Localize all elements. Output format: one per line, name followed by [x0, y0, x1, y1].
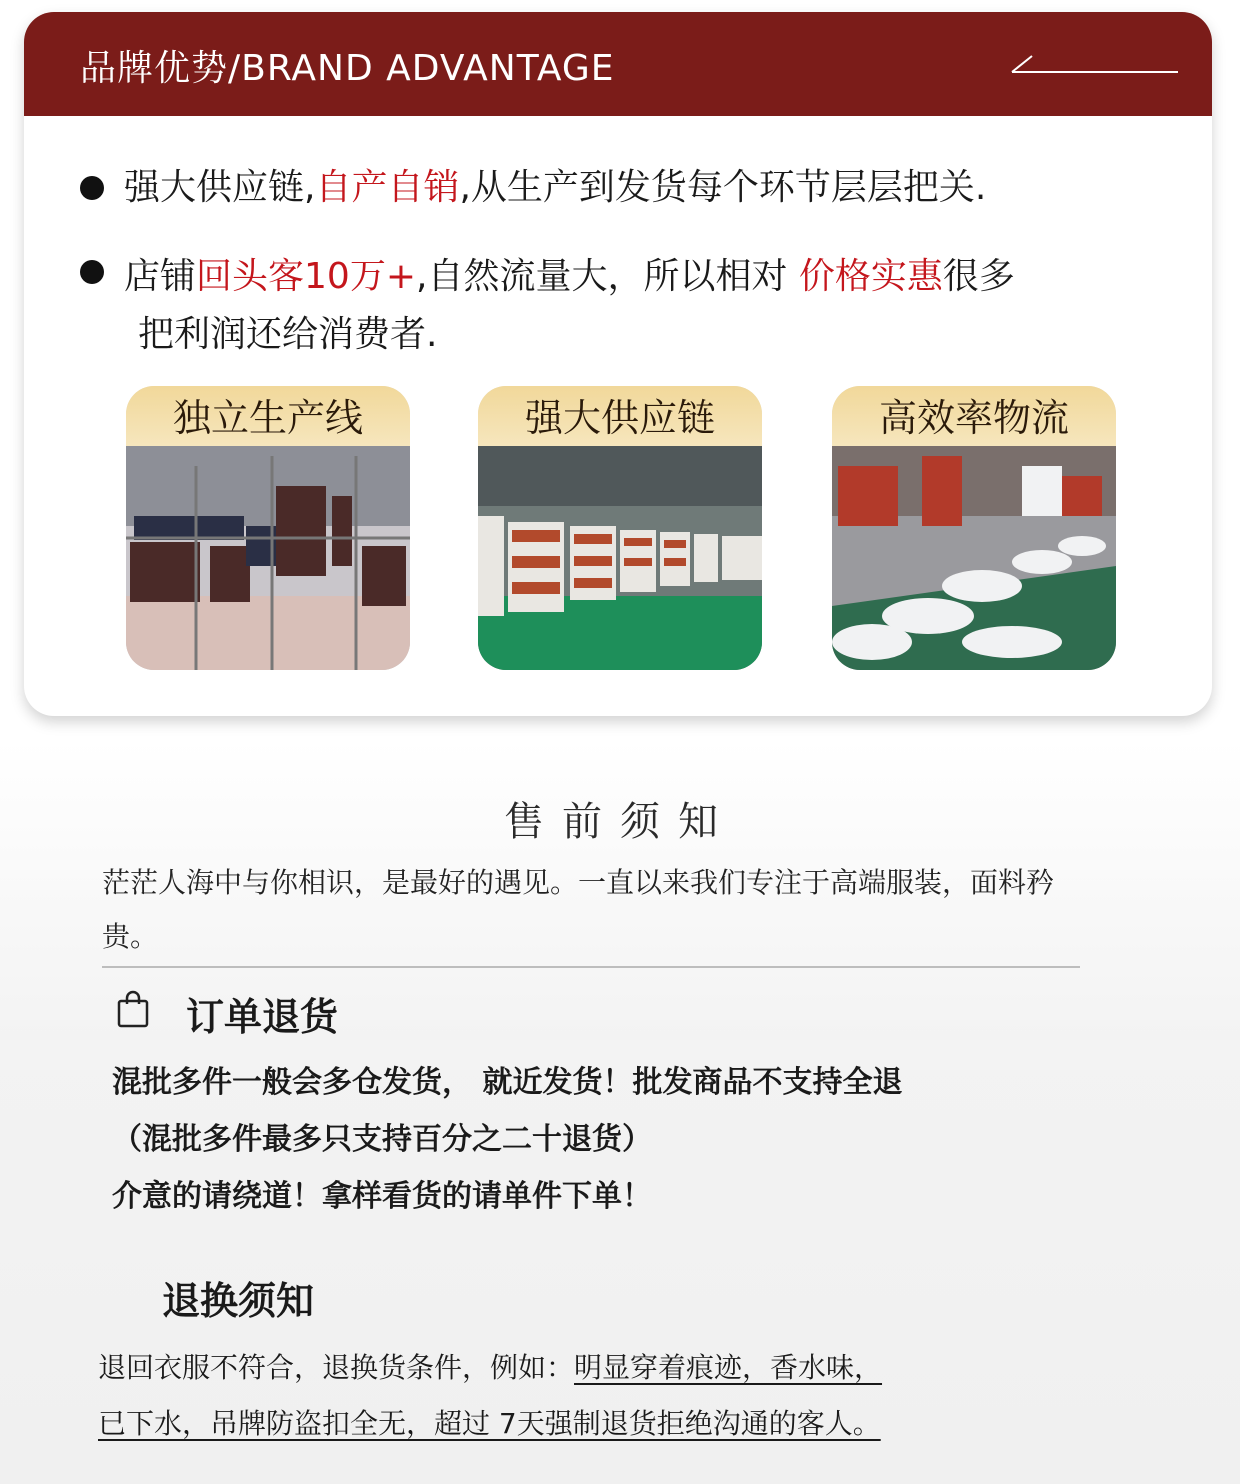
- bullet1-text-end: ,从生产到发货每个环节层层把关.: [459, 167, 987, 208]
- bullet1-text: 强大供应链,: [124, 167, 316, 208]
- return-line-2: [98, 1396, 1078, 1452]
- notice-title: 售前须知: [504, 799, 736, 845]
- feature-label: 强大供应链: [478, 386, 762, 446]
- brand-header: [24, 12, 1212, 116]
- return-condition-text: 退回衣服不符合，退换货条件，例如：: [98, 1351, 575, 1384]
- bullet-dot-icon: [80, 176, 104, 200]
- bullet-repeat-customers: [80, 248, 1134, 364]
- feature-production-line: [126, 386, 410, 670]
- notice-intro: 茫茫人海中与你相识，是最好的遇见。一直以来我们专注于高端服装，面料矜贵。: [102, 866, 1055, 953]
- order-return-body: [112, 1054, 1052, 1225]
- bullet2-highlight-customers: 回头客10万+: [196, 256, 416, 297]
- divider: [102, 966, 1080, 968]
- feature-supply-chain: [478, 386, 762, 670]
- feature-label: 高效率物流: [832, 386, 1116, 446]
- bullet1-highlight: 自产自销: [315, 167, 460, 208]
- decorative-line-icon: [1008, 52, 1180, 76]
- bullet-dot-icon: [80, 260, 104, 284]
- bullet2-text: 店铺: [124, 256, 197, 297]
- return-condition-underlined: 已下水，吊牌防盗扣全无，超过 7天强制退货拒绝沟通的客人。: [98, 1407, 881, 1440]
- feature-logistics: [832, 386, 1116, 670]
- order-line: （混批多件最多只支持百分之二十退货）: [112, 1122, 652, 1157]
- brand-title: 品牌优势/BRAND ADVANTAGE: [80, 48, 615, 89]
- logistics-conveyor-photo-icon: [832, 446, 1116, 670]
- return-exchange-heading: 退换须知: [162, 1279, 315, 1323]
- shopping-bag-icon: [116, 990, 150, 1028]
- warehouse-shelves-photo-icon: [478, 446, 762, 670]
- bullet2-line2: 把利润还给消费者.: [138, 314, 438, 355]
- order-line: 混批多件一般会多仓发货， 就近发货！批发商品不支持全退: [112, 1065, 903, 1100]
- order-return-heading: 订单退货: [186, 995, 339, 1039]
- feature-label: 独立生产线: [126, 386, 410, 446]
- return-line-1: [98, 1340, 1078, 1396]
- return-condition-underlined: 明显穿着痕迹，香水味，: [574, 1351, 883, 1384]
- return-exchange-body: [98, 1340, 1078, 1452]
- order-line: 介意的请绕道！拿样看货的请单件下单！: [112, 1179, 652, 1214]
- garment-rack-photo-icon: [126, 446, 410, 670]
- bullet2-text-mid: ,自然流量大，所以相对: [416, 256, 799, 297]
- bullet2-text-end: 很多: [942, 256, 1015, 297]
- bullet2-highlight-price: 价格实惠: [798, 256, 943, 297]
- brand-advantage-card: [24, 12, 1212, 716]
- bullet-supply-chain: [80, 164, 986, 212]
